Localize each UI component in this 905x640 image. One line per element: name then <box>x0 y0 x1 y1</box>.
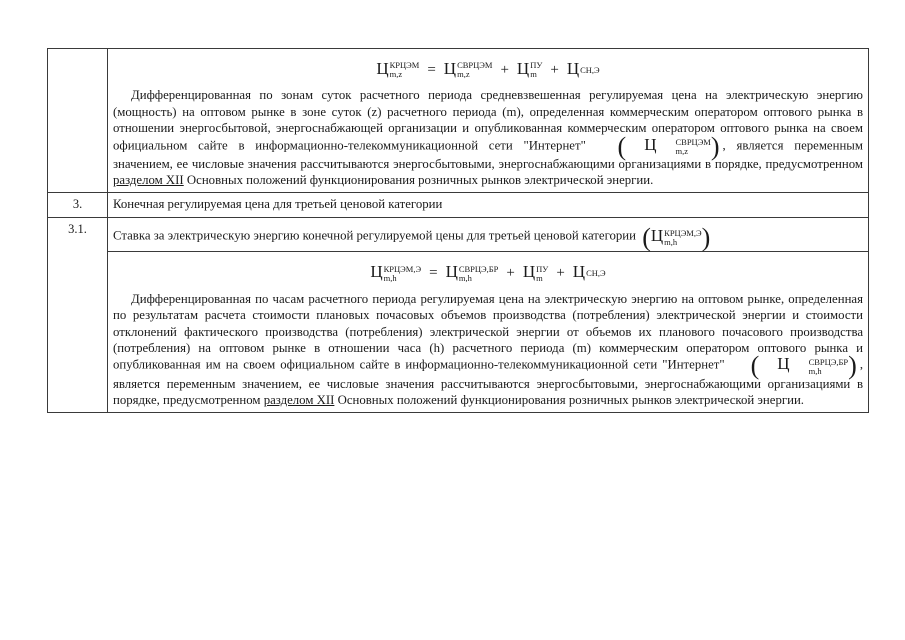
section-xii-link[interactable]: разделом XII <box>263 392 335 407</box>
formula-lhs: Ц КРЦЭМ m,z <box>376 59 420 80</box>
row-number-cell <box>48 218 108 413</box>
inline-formula: (Ц КРЦЭМ,Э m,h ) <box>642 223 711 253</box>
content-cell <box>108 49 869 193</box>
formula-term-3: Ц СН,Э <box>572 262 606 282</box>
table-row <box>48 218 869 252</box>
content-cell <box>108 218 869 252</box>
inline-formula: ( Ц СВРЦЭМ m,z ) <box>617 131 720 161</box>
table-row <box>48 252 869 413</box>
equals-sign: = <box>427 62 436 78</box>
plus-sign: + <box>550 62 559 78</box>
formula-zone <box>108 49 868 85</box>
row-number: 3. <box>72 197 83 212</box>
formula-term-1: Ц СВРЦЭМ m,z <box>443 59 493 80</box>
content-cell <box>108 193 869 218</box>
section-xii-link[interactable]: разделом XII <box>113 173 184 188</box>
formula-term-3: Ц СН,Э <box>566 59 600 78</box>
formula-lhs: Ц КРЦЭМ,Э m,h <box>370 262 422 283</box>
table-row <box>48 193 869 218</box>
plus-sign: + <box>500 62 509 78</box>
paragraph-zone-price: Дифференцированная по зонам суток расчетного периода средневзвешенная регулируемая цена на электрическую энергию (мощность) на оптовом рынке в зоне суток (z) расчетного периода (m), определенная коммерческим оператором оптового рынка в отношении энергосбытовой, энергоснабжающей организации и опубликованная коммерческим оператором оптового рынка на своем официальном сайте в информационно-телекоммуникационной сети "Интернет" ( Ц СВРЦЭМ m,z ) , является переменным значением, ее числовые значения рассчитываются энергосбытовыми, энергоснабжающими организациями в порядке, предусмотренном разделом XII Основных положений функционирования розничных рынков электрической энергии. <box>113 88 863 188</box>
table-row <box>48 49 869 193</box>
equals-sign: = <box>429 265 438 282</box>
row-number-cell <box>48 49 108 193</box>
plus-sign: + <box>556 265 565 282</box>
formula-term-1: Ц СВРЦЭ,БР m,h <box>445 262 499 283</box>
plus-sign: + <box>506 265 515 282</box>
content-cell <box>108 252 869 413</box>
rate-description: Ставка за электрическую энергию конечной регулируемой цены для третьей ценовой категории (Ц КРЦЭМ,Э m,h ) <box>113 223 711 253</box>
section-heading: Конечная регулируемая цена для третьей ценовой категории <box>113 197 443 212</box>
formula-term-2: Ц ПУ m <box>522 262 549 283</box>
row-number-cell <box>48 193 108 218</box>
pricing-table <box>47 48 869 413</box>
inline-formula: ( Ц СВРЦЭ,БР m,h ) <box>750 351 857 381</box>
formula-hourly <box>108 252 868 288</box>
paragraph-hourly-price: Дифференцированная по часам расчетного периода регулируемая цена на электрическую энергию на оптовом рынке, определенная по результатам расчета стоимости плановых почасовых объемов производства (потребления) электрической энергии и стоимости отклонений фактического производства (потребления) электрической энергии от объемов их планового почасового производства (потребления) на оптовом рынке в отношении часа (h) расчетного периода (m) коммерческим оператором оптового рынка и опубликованная им на своем официальном сайте в информационно-телекоммуникационной сети "Интернет" ( Ц СВРЦЭ,БР m,h ) , является переменным значением, ее числовые значения рассчитываются энергосбытовыми, энергоснабжающими организациями в порядке, предусмотренном разделом XII Основных положений функционирования розничных рынков электрической энергии. <box>113 291 864 407</box>
row-number: 3.1. <box>68 222 87 237</box>
formula-term-2: Ц ПУ m <box>516 59 543 80</box>
